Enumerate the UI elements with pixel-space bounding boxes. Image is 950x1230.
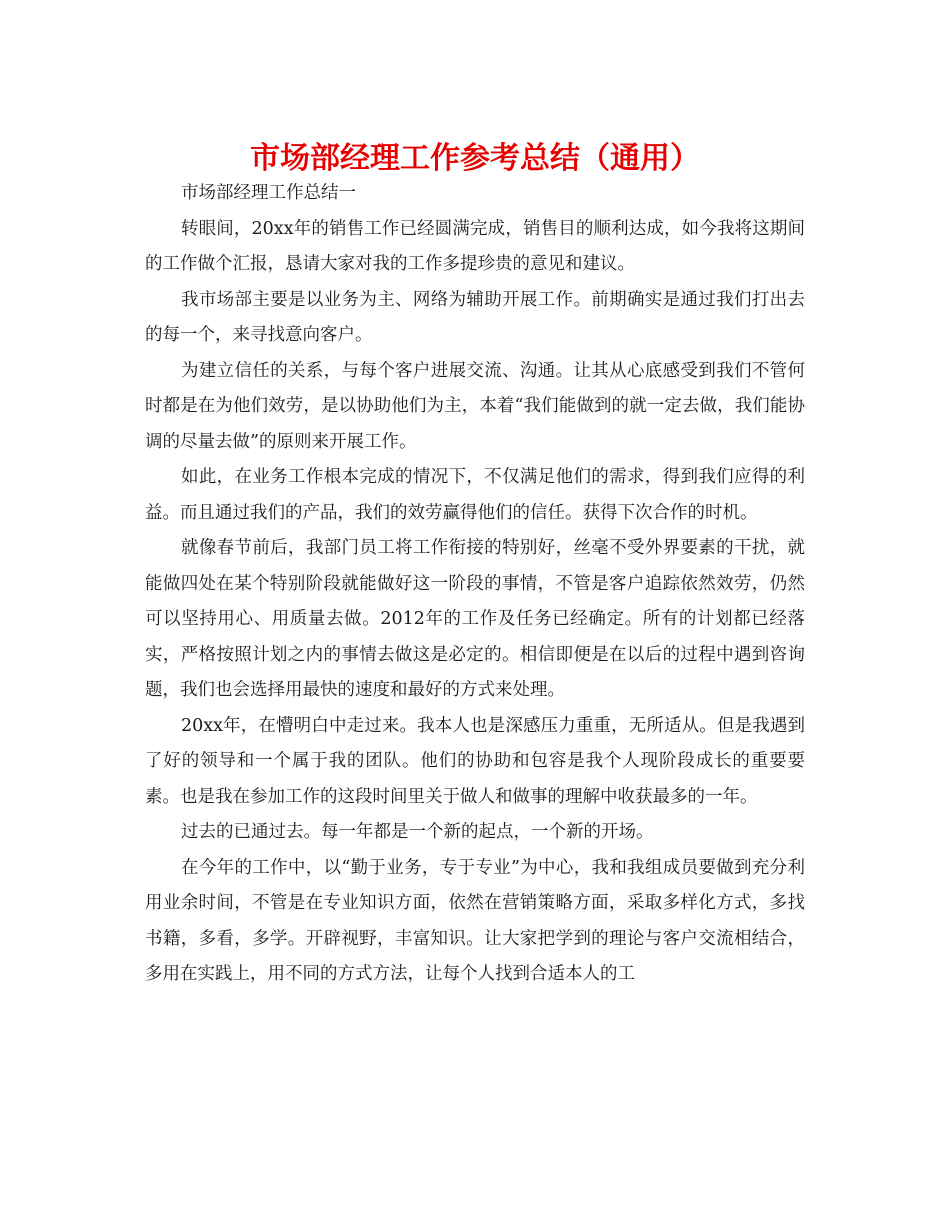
document-body: [145, 176, 805, 993]
paragraph: 我市场部主要是以业务为主、网络为辅助开展工作。前期确实是通过我们打出去的每一个，来寻找意向客户。: [145, 289, 805, 345]
document-title: 市场部经理工作参考总结（通用）: [250, 141, 700, 176]
paragraph: 如此，在业务工作根本完成的情况下，不仅满足他们的需求，得到我们应得的利益。而且通过我们的产品，我们的效劳赢得他们的信任。获得下次合作的时机。: [145, 467, 805, 523]
paragraph: 转眼间，20xx年的销售工作已经圆满完成，销售目的顺利达成，如今我将这期间的工作做个汇报，恳请大家对我的工作多提珍贵的意见和建议。: [145, 218, 805, 274]
section-heading: 市场部经理工作总结一: [181, 183, 356, 203]
paragraph: 20xx年，在懵明白中走过来。我本人也是深感压力重重，无所适从。但是我遇到了好的领导和一个属于我的团队。他们的协助和包容是我个人现阶段成长的重要要素。也是我在参加工作的这段时间里关于做人和做事的理解中收获最多的一年。: [145, 715, 805, 807]
paragraph: 在今年的工作中，以“勤于业务，专于专业”为中心，我和我组成员要做到充分利用业余时间，不管是在专业知识方面，依然在营销策略方面，采取多样化方式，多找书籍，多看，多学。开辟视野，丰富知识。让大家把学到的理论与客户交流相结合，多用在实践上，用不同的方式方法，让每个人找到合适本人的工: [145, 857, 805, 984]
paragraph: 为建立信任的关系，与每个客户进展交流、沟通。让其从心底感受到我们不管何时都是在为他们效劳，是以协助他们为主，本着“我们能做到的就一定去做，我们能协调的尽量去做”的原则来开展工作。: [145, 360, 805, 452]
paragraph: 就像春节前后，我部门员工将工作衔接的特别好，丝毫不受外界要素的干扰，就能做四处在某个特别阶段就能做好这一阶段的事情，不管是客户追踪依然效劳，仍然可以坚持用心、用质量去做。2012年的工作及任务已经确定。所有的计划都已经落实，严格按照计划之内的事情去做这是必定的。相信即便是在以后的过程中遇到咨询题，我们也会选择用最快的速度和最好的方式来处理。: [145, 538, 805, 700]
paragraph: 过去的已通过去。每一年都是一个新的起点，一个新的开场。: [181, 822, 654, 842]
